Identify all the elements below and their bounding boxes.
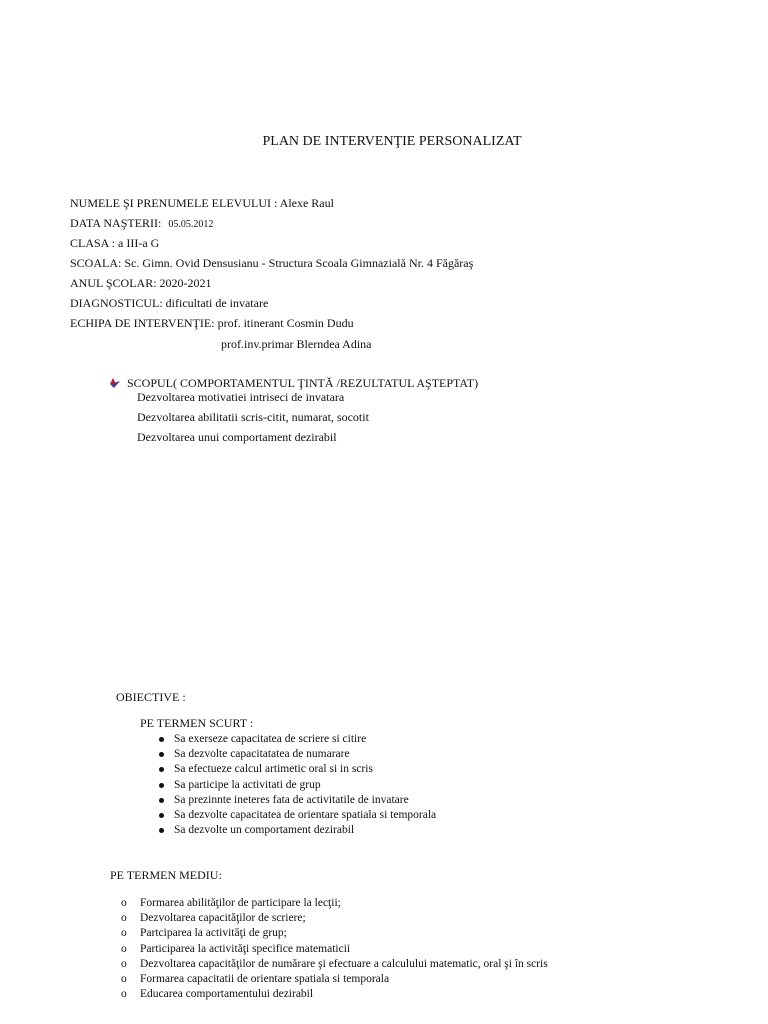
- short-term-heading: PE TERMEN SCURT :: [140, 716, 254, 730]
- scope-item: Dezvoltarea unui comportament dezirabil: [137, 430, 337, 444]
- intervention-team-member: prof.inv.primar Blerndea Adina: [221, 337, 372, 351]
- circle-bullet-icon: o: [121, 897, 127, 909]
- list-item-text: Dezvoltarea capacităţilor de numărare şi efectuare a calculului matematic, oral şi în scris: [140, 957, 548, 970]
- arrow-bullet-icon: [110, 378, 120, 388]
- list-item-text: Formarea abilităţilor de participare la lecţii;: [140, 897, 341, 909]
- objectives-heading: OBIECTIVE :: [116, 690, 186, 704]
- list-item: [121, 926, 548, 941]
- list-item: Sa prezinnte ineteres fata de activitatile de invatare: [158, 793, 436, 808]
- list-item-text: Participarea la activităţi specifice matematicii: [140, 942, 351, 955]
- circle-bullet-icon: o: [121, 927, 127, 940]
- list-item: Sa dezvolte un comportament dezirabil: [158, 823, 436, 838]
- school-line: SCOALA: Sc. Gimn. Ovid Densusianu - Structura Scoala Gimnazială Nr. 4 Făgăraş: [70, 256, 474, 270]
- list-item-text: Partciparea la activităţi de grup;: [140, 927, 287, 940]
- school-year-line: ANUL ŞCOLAR: 2020-2021: [70, 276, 212, 290]
- birth-date-line: [70, 216, 213, 231]
- diagnosis-line: DIAGNOSTICUL: dificultati de invatare: [70, 296, 269, 310]
- list-item: [121, 972, 548, 987]
- intervention-team-line: ECHIPA DE INTERVENŢIE: prof. itinerant Cosmin Dudu: [70, 316, 354, 330]
- list-item-text: Dezvoltarea capacităţilor de scriere;: [140, 912, 306, 925]
- list-item: Sa dezvolte capacitatea de orientare spatiala si temporala: [158, 808, 436, 823]
- short-term-objectives-list: [158, 732, 436, 838]
- scope-item: Dezvoltarea motivatiei intriseci de invatara: [137, 390, 345, 404]
- list-item: [121, 942, 548, 957]
- list-item: Sa efectueze calcul artimetic oral si in scris: [158, 762, 436, 777]
- list-item: [121, 987, 548, 1002]
- list-item: [121, 911, 548, 926]
- birth-date-value: 05.05.2012: [168, 219, 214, 230]
- birth-date-label: DATA NAŞTERII:: [70, 216, 162, 230]
- scope-heading: SCOPUL( COMPORTAMENTUL ŢINTĂ /REZULTATUL AŞTEPTAT): [127, 376, 479, 390]
- list-item-text: Formarea capacitatii de orientare spatiala si temporala: [140, 972, 390, 985]
- circle-bullet-icon: o: [121, 942, 127, 955]
- class-line: CLASA : a III-a G: [70, 236, 160, 250]
- student-name-line: NUMELE ŞI PRENUMELE ELEVULUI : Alexe Raul: [70, 196, 334, 210]
- list-item: Sa exerseze capacitatea de scriere si citire: [158, 732, 436, 747]
- circle-bullet-icon: o: [121, 912, 127, 925]
- medium-term-heading: PE TERMEN MEDIU:: [110, 868, 222, 882]
- circle-bullet-icon: o: [121, 988, 127, 1001]
- list-item-text: Educarea comportamentului dezirabil: [140, 988, 314, 1001]
- circle-bullet-icon: o: [121, 972, 127, 985]
- list-item: Sa participe la activitati de grup: [158, 778, 436, 793]
- list-item: [121, 957, 548, 972]
- page-title: PLAN DE INTERVENŢIE PERSONALIZAT: [262, 134, 522, 149]
- circle-bullet-icon: o: [121, 957, 127, 970]
- list-item: [121, 896, 548, 911]
- scope-item: Dezvoltarea abilitatii scris-citit, numarat, socotit: [137, 410, 369, 424]
- medium-term-objectives-list: [121, 896, 548, 1002]
- list-item: Sa dezvolte capacitatatea de numarare: [158, 747, 436, 762]
